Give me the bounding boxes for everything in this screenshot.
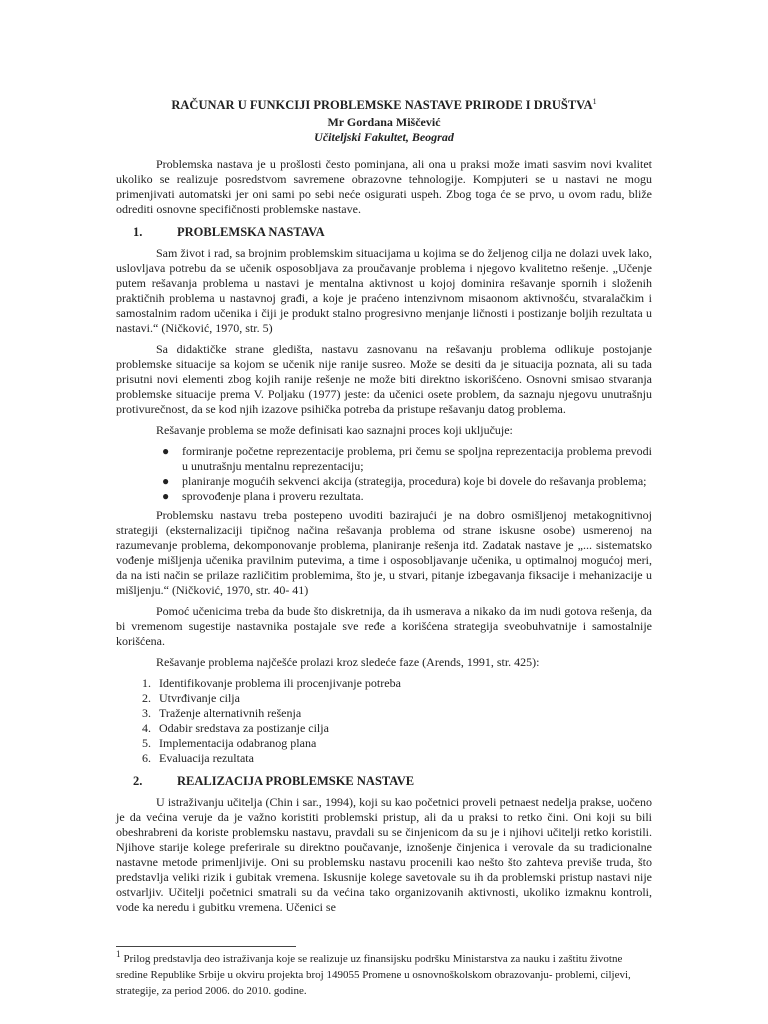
footnote-divider <box>116 946 296 947</box>
paper-body <box>116 98 652 921</box>
paragraph: Problemsku nastavu treba postepeno uvoditi bazirajući je na dobro osmišljenoj metakognitivnoj strategiji (eksternalizaciji tipičnog načina rešavanja problema od strane iskusne osobe) usmerenoj na razumevanje problema, dekomponovanje problema, planiranje rešenja itd. Zadatak nastave je „... sistematsko vođenje mišljenja učenika pravilnim putevima, a time i osposobljavanje učenika, u optimalnoj mogućoj meri, da na isti način se prilaze različitim problemima, što je, u stvari, pitanje izbegavanja fiksacije i mehanizacije u mišljenju.“ (Ničković, 1970, str. 40- 41) <box>116 508 652 597</box>
bullet-icon: ● <box>162 444 170 458</box>
title-text: RAČUNAR U FUNKCIJI PROBLEMSKE NASTAVE PRIRODE I DRUŠTVA <box>171 98 593 112</box>
section-heading-1 <box>116 225 652 240</box>
paragraph: U istraživanju učitelja (Chin i sar., 1994), koji su kao početnici proveli petnaest nedelja prakse, uočeno je da većina veruje da je važno koristiti problemski pristup, ali da u praksi to retko čini. Oni koji su bili obeshrabreni da koriste problemsku nastavu, pravdali su se činjenicom da su je i njihovi učitelji retko koristili. Njihove starije kolege preferirale su direktno poučavanje, iznošenje činjenica i verovale da su tradicionalne nastavne metode primenljivije. Oni su problemsku nastavu procenili kao nešto što zahteva previše truda, što predstavlja veliki rizik i gubitak vremena. Iskusnije kolege savetovale su ih da problemski pristup nastavi nije ostvarljiv. Učitelji početnici smatrali su da većina tako organizovanih aktivnosti, ukoliko izmaknu kontroli, vode ka neredu i gubitku vremena. Učenici se <box>116 795 652 914</box>
list-item <box>142 691 652 706</box>
list-text: Evaluacija rezultata <box>159 751 254 765</box>
bullet-text: formiranje početne reprezentacije problema, pri čemu se spoljna reprezentacija problema prevodi u unutrašnju mentalnu reprezentaciju; <box>182 444 652 473</box>
bullet-text: planiranje mogućih sekvenci akcija (strategija, procedura) koje bi dovele do rešavanja problema; <box>182 474 647 488</box>
paragraph: Rešavanje problema se može definisati kao saznajni proces koji uključuje: <box>156 423 513 437</box>
bullet-item <box>162 489 652 504</box>
footnote <box>116 951 656 999</box>
list-number: 3. <box>142 706 151 720</box>
intro-paragraph: Problemska nastava je u prošlosti često pominjana, ali ona u praksi može imati sasvim novi kvalitet ukoliko se realizuje posredstvom savremene obrazovne tehnologije. Kompjuteri se u nastavi ne mogu primenjivati automatski jer oni sami po sebi neće osigurati uspeh. Zbog toga će se prvo, u ovom radu, bliže odrediti osnovne specifičnosti problemske nastave. <box>116 157 652 216</box>
section-title: REALIZACIJA PROBLEMSKE NASTAVE <box>177 774 415 788</box>
list-number: 1. <box>142 676 151 690</box>
section-number: 1. <box>133 225 143 239</box>
bullet-icon: ● <box>162 489 170 503</box>
list-number: 6. <box>142 751 151 765</box>
author-name: Mr Gordana Miščević <box>327 115 441 129</box>
paragraph: Sa didaktičke strane gledišta, nastavu zasnovanu na rešavanju problema odlikuje postojanje problemske situacije sa kojom se učenik nije ranije susreo. Može se desiti da je situacija poznata, ali su tada prisutni novi elementi zbog kojih ranije rešenje ne može biti direktno iskorišćeno. Osnovni smisao stvaranja problemske situacije prema V. Poljaku (1977) jeste: da učenici osete problem, da saznaju njegovu unutrašnju protivurečnost, da se kod njih izazove psihička potreba da pristupe rešavanju datog problema. <box>116 342 652 416</box>
list-text: Odabir sredstava za postizanje cilja <box>159 721 329 735</box>
list-number: 5. <box>142 736 151 750</box>
list-item <box>142 751 652 766</box>
numbered-list <box>116 676 652 766</box>
author-affiliation: Učiteljski Fakultet, Beograd <box>314 130 454 144</box>
paragraph: Pomoć učenicima treba da bude što diskretnija, da ih usmerava a nikako da im nudi gotova rešenja, da bi vremenom sugestije nastavnika postajale sve ređe a korišćena strategija sveobuhvatnije i samostalnije korišćena. <box>116 604 652 648</box>
title-footnote-mark: 1 <box>592 96 597 106</box>
footnote-mark: 1 <box>116 949 121 960</box>
list-text: Utvrđivanje cilja <box>159 691 240 705</box>
list-item <box>142 676 652 691</box>
list-item <box>142 736 652 751</box>
bullet-icon: ● <box>162 474 170 488</box>
bullet-text: sprovođenje plana i proveru rezultata. <box>182 489 364 503</box>
bullet-item <box>162 474 652 489</box>
list-text: Identifikovanje problema ili procenjivanje potreba <box>159 676 401 690</box>
footnote-text: Prilog predstavlja deo istraživanja koje se realizuje uz finansijsku podršku Ministarstva za nauku i zaštitu životne sredine Republike Srbije u okviru projekta broj 149055 Promene u osnovnoškolskom obrazovanju- problemi, ciljevi, strategije, za period 2006. do 2010. godine. <box>116 953 631 997</box>
bullet-item <box>162 444 652 474</box>
list-number: 2. <box>142 691 151 705</box>
list-number: 4. <box>142 721 151 735</box>
paragraph: Sam život i rad, sa brojnim problemskim situacijama u kojima se do željenog cilja ne dolazi uvek lako, uslovljava potrebu da se učenik osposobljava za proučavanje problema i njegovo kvalitetno rešenje. „Učenje putem rešavanja problema u nastavi je mentalna aktivnost u kojoj dominira rešavanje spornih i složenih praktičnih problema u nastavnoj građi, a koje je praćeno intenzivnom misaonom aktivnošću, stvaralačkim i samostalnim radom učenika i čiji je produkt stalno progresivno menjanje ličnosti i postizanje boljih rezultata u nastavi.“ (Ničković, 1970, str. 5) <box>116 246 652 335</box>
bullet-list <box>116 444 652 504</box>
list-item <box>142 706 652 721</box>
paper-title <box>116 98 652 113</box>
paragraph: Rešavanje problema najčešće prolazi kroz sledeće faze (Arends, 1991, str. 425): <box>156 655 540 669</box>
section-number: 2. <box>133 774 143 788</box>
section-heading-2 <box>116 774 652 789</box>
list-item <box>142 721 652 736</box>
list-text: Traženje alternativnih rešenja <box>159 706 302 720</box>
section-title: PROBLEMSKA NASTAVA <box>177 225 325 239</box>
list-text: Implementacija odabranog plana <box>159 736 317 750</box>
